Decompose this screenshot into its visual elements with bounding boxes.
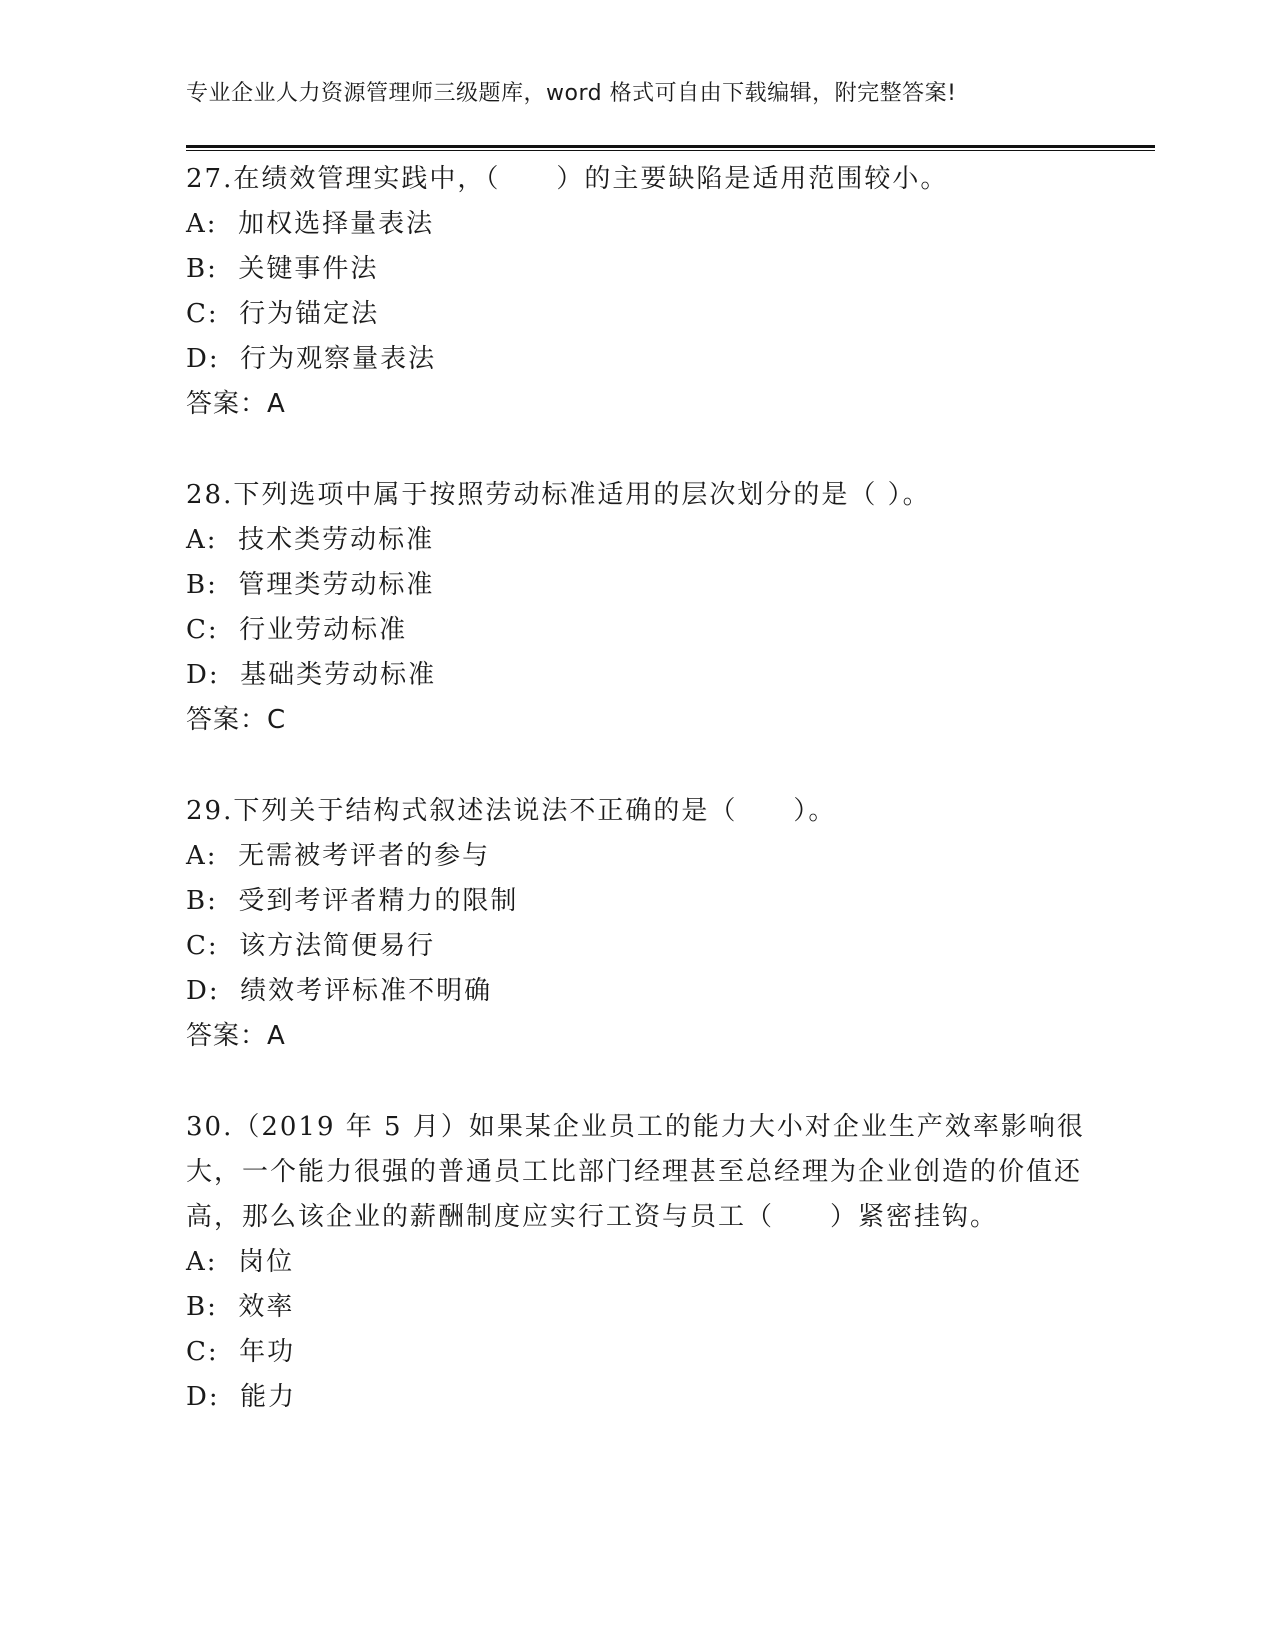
question-27 (186, 157, 1086, 427)
question-28 (186, 473, 1086, 743)
option-b: B: 效率 (186, 1292, 295, 1322)
question-text: 30.（2019 年 5 月）如果某企业员工的能力大小对企业生产效率影响很大，一个能力很强的普通员工比部门经理甚至总经理为企业创造的价值还高，那么该企业的薪酬制度应实行工资与员工（ ）紧密挂钩。 (186, 1112, 1085, 1232)
header-rule-thin (186, 150, 1155, 151)
option-b: B: 受到考评者精力的限制 (186, 886, 519, 916)
answer: 答案：A (186, 1021, 286, 1051)
option-b: B: 关键事件法 (186, 254, 379, 284)
question-text: 27.在绩效管理实践中，（ ）的主要缺陷是适用范围较小。 (186, 164, 949, 194)
option-c: C: 该方法简便易行 (186, 931, 436, 961)
question-list (186, 157, 1086, 1466)
page-header: 专业企业人力资源管理师三级题库，word 格式可自由下载编辑，附完整答案! (186, 81, 957, 106)
option-a: A: 无需被考评者的参与 (186, 841, 491, 871)
option-d: D: 行为观察量表法 (186, 344, 437, 374)
answer: 答案：C (186, 705, 287, 735)
option-a: A: 技术类劳动标准 (186, 525, 435, 555)
answer: 答案：A (186, 389, 286, 419)
question-29 (186, 789, 1086, 1059)
header-rule-thick (186, 145, 1155, 148)
question-text: 28.下列选项中属于按照劳动标准适用的层次划分的是（ ）。 (186, 480, 931, 510)
question-text: 29.下列关于结构式叙述法说法不正确的是（ ）。 (186, 796, 837, 826)
option-d: D: 绩效考评标准不明确 (186, 976, 493, 1006)
option-c: C: 年功 (186, 1337, 296, 1367)
option-a: A: 岗位 (186, 1247, 295, 1277)
question-30 (186, 1105, 1086, 1420)
option-d: D: 基础类劳动标准 (186, 660, 437, 690)
option-d: D: 能力 (186, 1382, 297, 1412)
option-b: B: 管理类劳动标准 (186, 570, 435, 600)
option-a: A: 加权选择量表法 (186, 209, 435, 239)
option-c: C: 行业劳动标准 (186, 615, 408, 645)
option-c: C: 行为锚定法 (186, 299, 380, 329)
